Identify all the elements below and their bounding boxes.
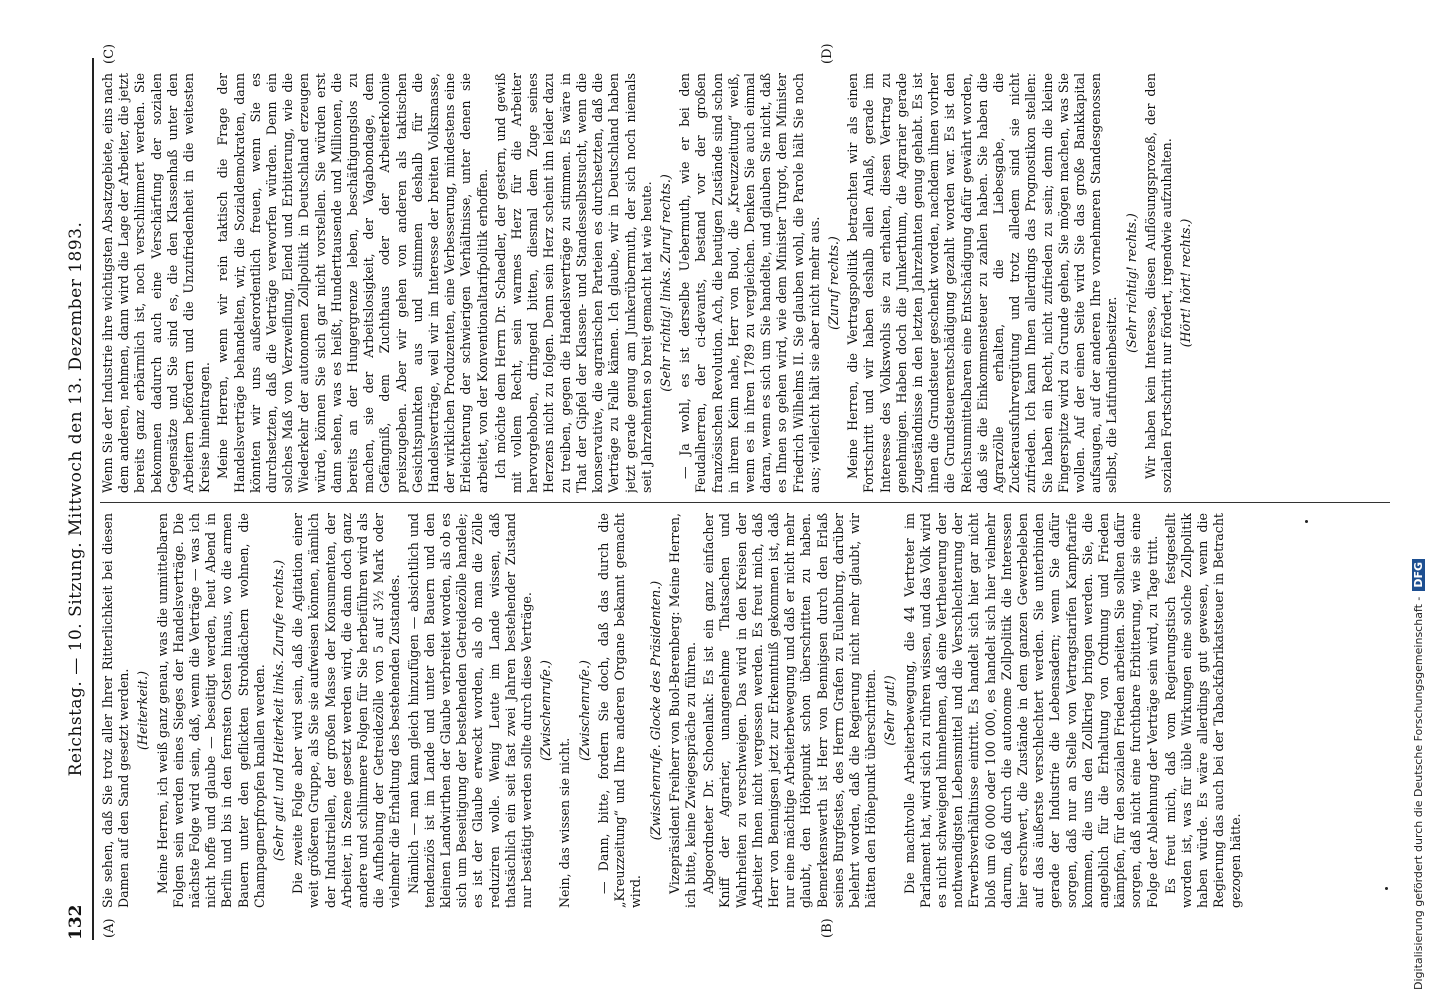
stage-direction: (Hört! hört! rechts.) (1178, 218, 1194, 348)
credit-text: Digitalisierung gefördert durch die Deutsche Forschungsgemeinschaft - (1412, 596, 1425, 990)
text-paragraph: Die machtvolle Arbeiterbewegung, die 44 Vertreter im Parlament hat, wird sich zu rühren wissen, und das Volk wird es nicht schweigend hinnehmen, daß eine Vertheuerung der nothwendigsten Lebensmittel und die Verschlechterung der Erwerbsverhältnisse eintritt. Es handelt sich hier gar nicht bloß um 60 000 oder 100 000, es handelt sich hier vielmehr darum, daß durch die autonome Zollpolitik die Interessen hier erschwert, die Zustände in dem ganzen Gewerbeleben auf das äußerste verschlechtert werden. Sie unterbinden gerade der Industrie die Lebensadern; wenn Sie dafür sorgen, daß nur an Stelle von Vertragstarifen Kampftarife kommen, die uns den Zollkrieg bringen werden. Sie, die angeblich für die Erhaltung von Ordnung und Frieden kämpfen, für den sozialen Frieden arbeiten. Sie sollten dafür sorgen, daß nicht eine furchtbare Erbitterung, wie sie eine Folge der Ablehnung der Verträge sein wird, zu Tage tritt. (901, 513, 1160, 908)
text-paragraph: Meine Herren, ich weiß ganz genau, was die unmittelbaren Folgen sein werden eines Sieges der Handelsverträge. Die nächste Folge wird sein, daß, wenn die Verträge — was ich nicht hoffe und glaube — beseitigt werden, heut Abend in Berlin und bis in den fernsten Osten hinaus, wo die armen Bauern unter den geflickten Strohdächern wohnen, die Champagnerpfropfen knallen werden. (154, 513, 267, 908)
margin-marker-c: (C) (102, 43, 117, 64)
text-paragraph: Die zweite Folge aber wird sein, daß die Agitation einer weit größeren Gruppe, als Sie sie aufweisen können, nämlich der Industriellen, der großen Masse der Konsumenten, der Arbeiter, in Szene gesetzt werden wird, die dann doch ganz andere und schlimmere Folgen für Sie herbeiführen wird als die Aufhebung der Getreidezölle von 5 auf 3½ Mark oder vielmehr die Erhaltung des bestehenden Zustandes. (290, 513, 403, 908)
text-paragraph: Nein, das wissen sie nicht. (557, 737, 573, 908)
scan-speck (1305, 520, 1308, 523)
right-text-column (100, 73, 1390, 493)
stage-direction: (Sehr gut! und Heiterkeit links. Zurufe rechts.) (271, 559, 287, 862)
text-paragraph: Vizepräsident Freiherr von Buol-Berenberg: Meine Herren, ich bitte, keine Zwiegespräche zu führen. (666, 513, 698, 908)
stage-direction: (Heiterkeit.) (135, 671, 151, 750)
text-paragraph: Wir haben kein Interesse, diesen Auflösungsprozeß, der den sozialen Fortschritt nur fördert, irgendwie aufzuhalten. (1142, 73, 1174, 493)
text-paragraph: Meine Herren, die Vertragspolitik betrachten wir als einen Fortschritt und wir haben deshalb allen Anlaß, gerade im Interesse des Volkswohls sie zu erhalten, diesen Vertrag zu genehmigen. Haben doch die Junkerthum, die Agrarier gerade Zugeständnisse in den letzten Jahrzehnten genug gehabt. Es ist ihnen die Grundsteuer geschenkt worden, nachdem ihnen vorher die Grundsteuerentschädigung gezahlt worden war. Es ist den Reichsunmittelbaren eine Entschädigung dafür gewährt worden, daß sie die Einkommensteuer zu zahlen haben. Sie haben die Agrarzölle erhalten, die Liebesgabe, die Zuckerausfuhrvergütung und trotz alledem sind sie nicht zufrieden. Ich kann Ihnen allerdings das Prognostikon stellen: Sie haben ein Recht, nicht zufrieden zu sein; denn die kleine Fingerspitze wird zu Grunde gehen, Sie mögen machen, was Sie wollen. Auf der einen Seite wird Sie das große Bankkapital aufsaugen, auf der anderen Ihre vornehmeren Standesgenossen selbst, die Latifundienbesitzer. (845, 73, 1120, 493)
text-paragraph: Meine Herren, wenn wir rein taktisch die Frage der Handelsverträge behandelten, wir, die Sozialdemokraten, dann könnten wir uns außerordentlich freuen, wenn Sie es durchsetzten, daß die Verträge verworfen würden. Denn ein solches Maß von Verzweiflung, Elend und Erbitterung, wie die Wiederkehr der autonomen Zollpolitik in Deutschland erzeugen würde, können Sie sich gar nicht vorstellen. Sie würden erst dann sehen, was es heißt, Hunderttausende und Millionen, die bereits an der Hungergrenze leben, beschäftigungslos zu machen, sie der Arbeitslosigkeit, der Vagabondage, dem Gefängniß, dem Zuchthaus oder der Arbeiterkolonie preiszugeben. Aber wir gehen von anderen als taktischen Gesichtspunkten aus und stimmen deshalb für die Handelsverträge, weil wir im Interesse der breiten Volksmasse, der wirklichen Produzenten, eine Verbesserung, mindestens eine Erleichterung der schwierigen Verhältnisse, unter denen sie arbeitet, von der Konventionaltarifpolitik erhoffen. (215, 73, 490, 493)
digitization-credit (1412, 559, 1425, 990)
stage-direction: (Sehr gut!) (882, 675, 898, 746)
margin-marker-a: (A) (102, 918, 117, 938)
page-number: 132 (66, 904, 86, 940)
stage-direction: (Zwischenrufe.) (538, 660, 554, 761)
stage-direction: (Sehr richtig! rechts.) (1123, 213, 1139, 353)
stage-direction: (Zwischenrufe. Glocke des Präsidenten.) (647, 580, 663, 841)
margin-marker-d: (D) (820, 43, 835, 64)
text-paragraph: Sie sehen, daß Sie trotz aller Ihrer Ritterlichkeit bei diesen Damen auf den Sand gesetzt werden. (100, 513, 132, 908)
stage-direction: (Zuruf rechts.) (825, 236, 841, 330)
stage-direction: (Sehr richtig! links. Zuruf rechts.) (657, 174, 673, 392)
column-divider (100, 502, 1390, 503)
text-paragraph: Ich möchte dem Herrn Dr. Schaedler, der gestern, und gewiß mit vollem Recht, sein warmes Herz für die Arbeiter hervorgehoben, dringend bitten, diesmal dem Zuge seines Herzens nicht zu folgen. Denn sein Herz scheint ihn leider dazu zu treiben, gegen die Handelsverträge zu stimmen. Es wäre in That der Gipfel der Klassen- und Standesselbstsucht, wenn die konservative, die agrarischen Parteien es durchsetzten, daß die Verträge zu Falle kämen. Ich glaube, wir in Deutschland haben jetzt gerade genug am Junkerübermuth, der sich noch niemals seit Jahrzehnten so breit gemacht hat wie heute. (492, 73, 654, 493)
stage-direction: (Zwischenrufe.) (576, 660, 592, 761)
margin-marker-b: (B) (820, 918, 835, 938)
session-heading: Reichstag. — 10. Sitzung. Mittwoch den 13. Dezember 1893. (66, 221, 86, 777)
text-paragraph: Wenn Sie der Industrie ihre wichtigsten Absatzgebiete, eins nach dem anderen, nehmen, dann wird die Lage der Arbeiter, die jetzt bereits ganz erbärmlich ist, noch verschlimmert werden. Sie bekommen dadurch auch eine Verschärfung der sozialen Gegensätze und Sie sind es, die den Klassenhaß unter den Arbeitern befördern und die Unzufriedenheit in die weitesten Kreise hineintragen. (100, 73, 213, 493)
text-paragraph: Nämlich — man kann gleich hinzufügen — absichtlich und tendenziös ist im Lande und unter den Bauern und den kleinen Landwirthen der Glaube verbreitet worden, als ob es sich um Beseitigung der bestehenden Getreidezölle handele; es ist der Glaube erweckt worden, als ob man die Zölle reduziren wolle. Wenig Leute im Lande wissen, daß thatsächlich ein seit fast zwei Jahren bestehender Zustand nur bestätigt werden sollte durch diese Verträge. (405, 513, 535, 908)
page-header (50, 58, 94, 940)
text-paragraph: Es freut mich, daß vom Regierungstisch festgestellt worden ist, was für üble Wirkungen eine solche Zollpolitik haben würde. Es wäre allerdings gut gewesen, wenn die Regierung das auch bei der Tabackfabrikatsteuer in Betracht gezogen hätte. (1162, 513, 1243, 908)
text-paragraph: — Dann, bitte, fordern Sie doch, daß das durch die „Kreuzzeitung“ und Ihre anderen Organe bekannt gemacht wird. (595, 513, 644, 908)
left-text-column (100, 513, 1390, 908)
text-paragraph: — Ja wohl, es ist derselbe Uebermuth, wie er bei den Feudalherren, der ci-devants, bestand vor der großen französischen Revolution. Ach, die heutigen Zustände sind schon in ihrem Keim nahe, Herr von Buol, die „Kreuzzeitung“ weiß, wenn es in ihren 1789 zu vergleichen. Denken Sie auch einmal daran, wenn es sich um Sie handelte, und glauben Sie nicht, daß es Ihnen so gehen wird, wie dem Minister Turgot, dem Minister Friedrich Wilhelms II. Sie glauben wohl, die Parole hält Sie noch aus; vielleicht hält sie aber nicht mehr aus. (677, 73, 822, 493)
dfg-logo: DFG (1412, 559, 1425, 591)
scan-speck (1385, 887, 1388, 890)
text-paragraph: Abgeordneter Dr. Schoenlank: Es ist ein ganz einfacher Kniff der Agrarier, unangenehme Thatsachen und Wahrheiten zu verschweigen. Das wird in den Kreisen der Arbeiter Ihnen nicht vergessen werden. Es freut mich, daß Herr von Bennigsen jetzt zur Erkenntniß gekommen ist, daß nur eine mächtige Arbeiterbewegung und daß er nicht mehr glaubt, den Höhepunkt schon überschritten zu haben. Bemerkenswerth ist Herr von Bennigsen durch den Erlaß seines Burgfestes, des Herrn Grafen zu Eulenburg, darüber belehrt worden, daß die Regierung nicht mehr glaubt, wir hätten den Höhepunkt überschritten. (701, 513, 879, 908)
